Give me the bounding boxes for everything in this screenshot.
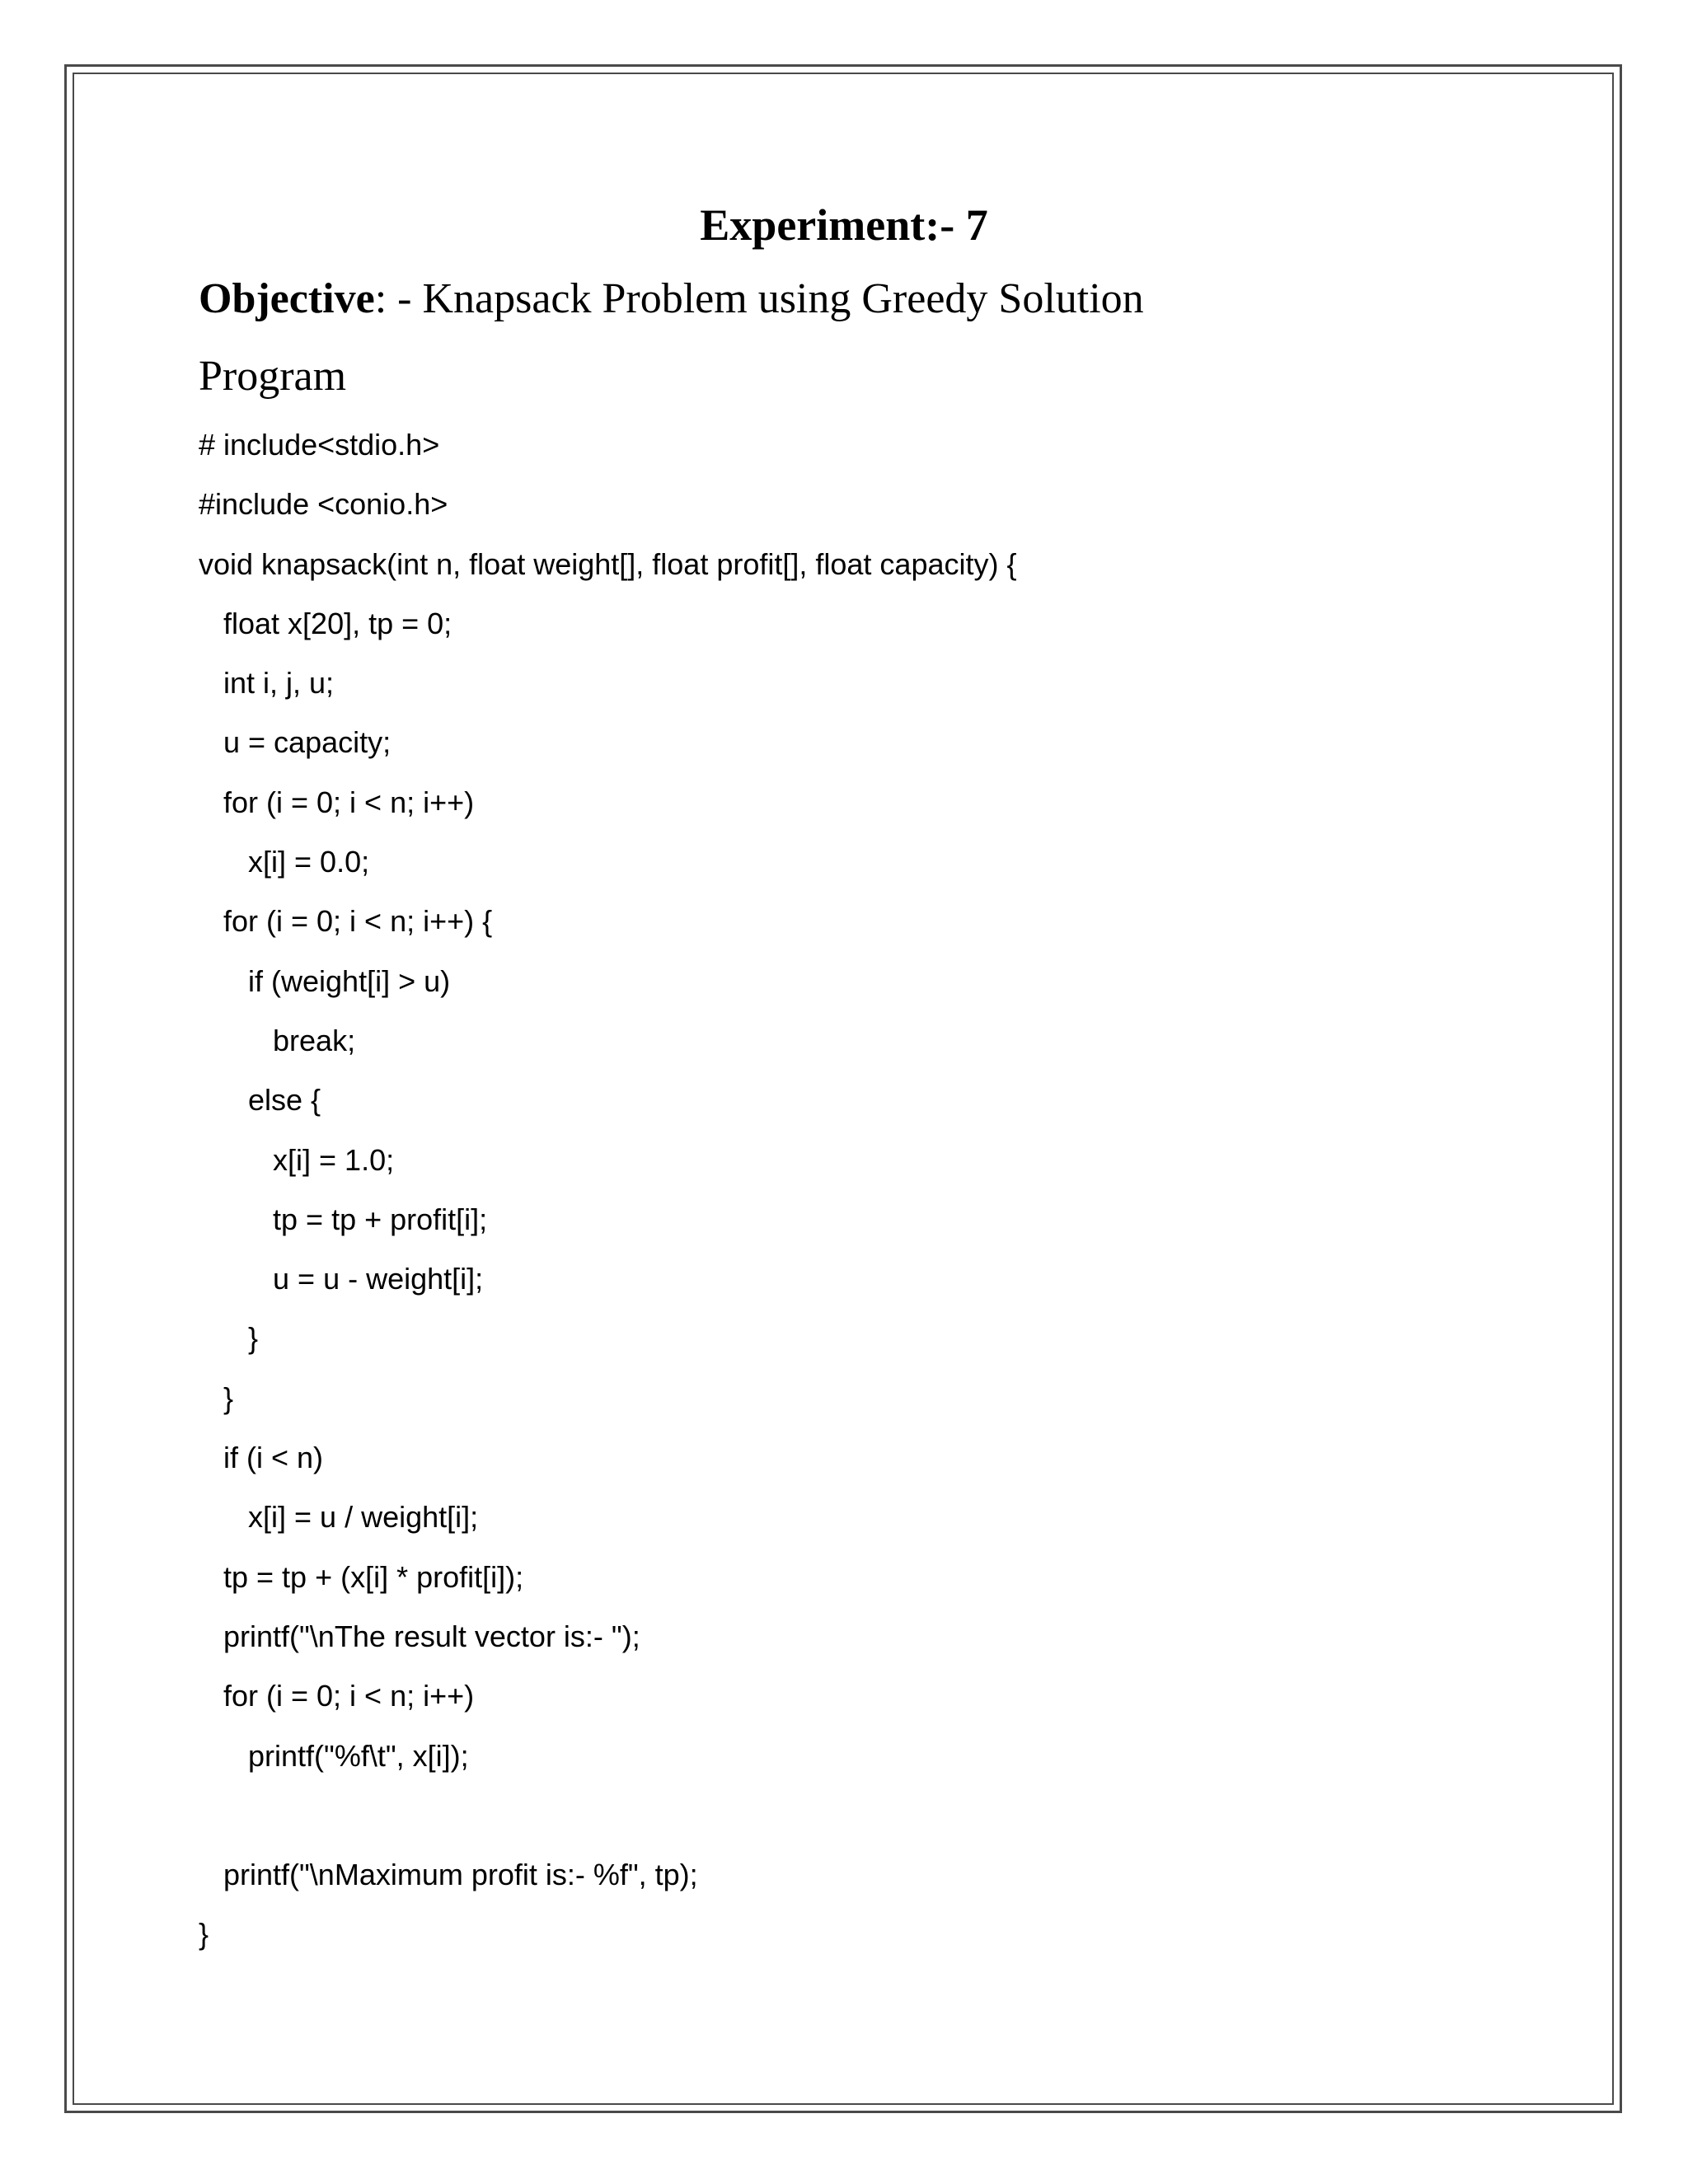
- code-line: x[i] = u / weight[i];: [199, 1500, 479, 1535]
- objective-label: Objective: [199, 275, 375, 322]
- code-line: void knapsack(int n, float weight[], float profit[], float capacity) {: [199, 546, 1017, 581]
- code-line: if (i < n): [199, 1441, 324, 1475]
- code-line: x[i] = 1.0;: [199, 1142, 395, 1177]
- code-line: #include <conio.h>: [199, 487, 448, 522]
- code-line: }: [199, 1380, 234, 1415]
- code-line: float x[20], tp = 0;: [199, 606, 452, 640]
- code-line: u = u - weight[i];: [199, 1262, 484, 1296]
- code-line: for (i = 0; i < n; i++): [199, 1679, 475, 1713]
- code-line: if (weight[i] > u): [199, 963, 451, 998]
- objective-line: [199, 270, 1144, 328]
- code-line: }: [199, 1321, 259, 1356]
- code-line: printf("\nMaximum profit is:- %f", tp);: [199, 1858, 698, 1892]
- code-line: for (i = 0; i < n; i++) {: [199, 904, 493, 939]
- code-line: }: [199, 1917, 209, 1952]
- code-line: printf("%f\t", x[i]);: [199, 1738, 469, 1773]
- code-line: x[i] = 0.0;: [199, 845, 370, 879]
- code-line: break;: [199, 1023, 356, 1057]
- objective-text: : - Knapsack Problem using Greedy Solution: [374, 275, 1144, 322]
- code-line: int i, j, u;: [199, 666, 335, 701]
- code-line: printf("\nThe result vector is:- ");: [199, 1619, 640, 1653]
- code-line: u = capacity;: [199, 725, 392, 760]
- code-line: tp = tp + (x[i] * profit[i]);: [199, 1559, 524, 1594]
- program-heading: Program: [199, 353, 347, 400]
- experiment-title: [0, 196, 1688, 254]
- code-line: # include<stdio.h>: [199, 428, 440, 462]
- code-listing: [199, 424, 1017, 1973]
- code-line: else {: [199, 1083, 321, 1118]
- experiment-title-text: Experiment:- 7: [700, 200, 988, 250]
- code-line: [199, 1794, 1017, 1854]
- code-line: for (i = 0; i < n; i++): [199, 785, 475, 819]
- code-line: tp = tp + profit[i];: [199, 1202, 488, 1236]
